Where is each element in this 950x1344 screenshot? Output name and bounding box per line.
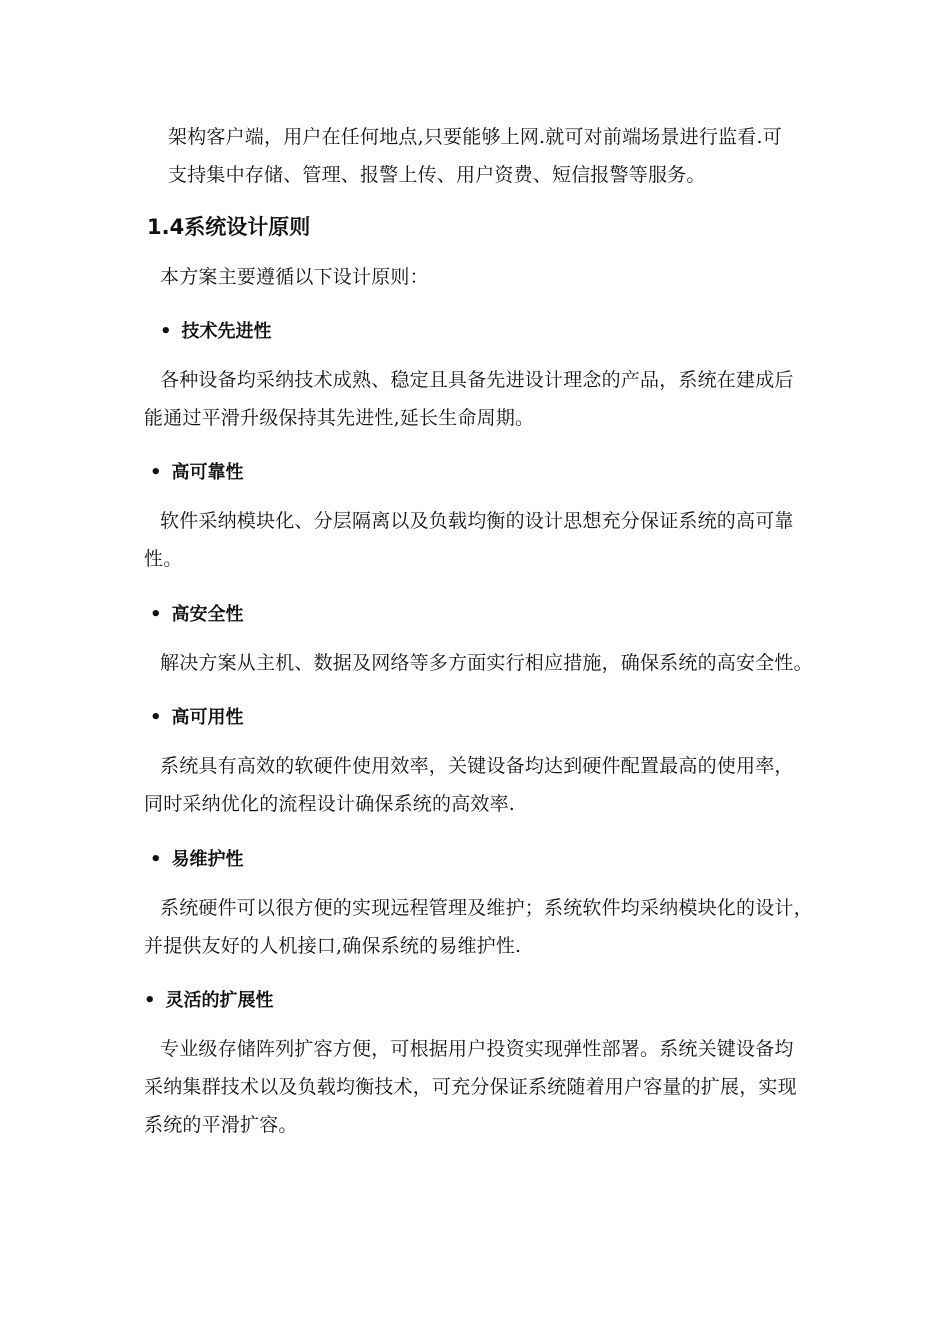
principle-title-4 <box>150 706 244 730</box>
bullet-icon: • <box>150 462 162 483</box>
principle-body-line: 系统的平滑扩容。 <box>144 1114 298 1136</box>
principle-title-text: 高可靠性 <box>171 462 244 483</box>
principle-body-line: 并提供友好的人机接口,确保系统的易维护性. <box>144 935 522 957</box>
principle-title-5 <box>150 848 244 872</box>
principle-body-line: 解决方案从主机、数据及网络等多方面实行相应措施，确保系统的高安全性。 <box>160 652 813 674</box>
section-lead: 本方案主要遵循以下设计原则： <box>160 266 429 288</box>
bullet-icon: • <box>144 990 156 1011</box>
bullet-icon: • <box>150 707 162 728</box>
principle-title-1 <box>160 320 272 344</box>
bullet-icon: • <box>150 849 162 870</box>
principle-body-line: 同时采纳优化的流程设计确保系统的高效率. <box>144 793 516 815</box>
principle-body-line: 系统硬件可以很方便的实现远程管理及维护；系统软件均采纳模块化的设计， <box>160 897 813 919</box>
principle-title-2 <box>150 461 244 485</box>
section-heading: 1.4系统设计原则 <box>147 215 311 239</box>
intro-line-2: 支持集中存储、管理、报警上传、用户资费、短信报警等服务。 <box>168 164 706 186</box>
principle-body-line: 软件采纳模块化、分层隔离以及负载均衡的设计思想充分保证系统的高可靠 <box>160 510 794 532</box>
principle-body-line: 专业级存储阵列扩容方便，可根据用户投资实现弹性部署。系统关键设备均 <box>160 1038 794 1060</box>
principle-body-line: 能通过平滑升级保持其先进性,延长生命周期。 <box>144 407 535 429</box>
principle-title-text: 高安全性 <box>171 604 244 625</box>
principle-title-text: 灵活的扩展性 <box>165 990 274 1011</box>
principle-title-text: 高可用性 <box>171 707 244 728</box>
principle-title-6 <box>144 989 274 1013</box>
bullet-icon: • <box>150 604 162 625</box>
principle-body-line: 各种设备均采纳技术成熟、稳定且具备先进设计理念的产品，系统在建成后 <box>160 369 794 391</box>
principle-body-line: 采纳集群技术以及负载均衡技术，可充分保证系统随着用户容量的扩展，实现 <box>144 1076 797 1098</box>
principle-title-3 <box>150 603 244 627</box>
principle-body-line: 性。 <box>144 548 183 570</box>
principle-title-text: 技术先进性 <box>181 321 272 342</box>
intro-line-1: 架构客户端，用户在任何地点,只要能够上网.就可对前端场景进行监看.可 <box>168 126 782 148</box>
principle-body-line: 系统具有高效的软硬件使用效率，关键设备均达到硬件配置最高的使用率， <box>160 755 794 777</box>
principle-title-text: 易维护性 <box>171 849 244 870</box>
bullet-icon: • <box>160 321 172 342</box>
